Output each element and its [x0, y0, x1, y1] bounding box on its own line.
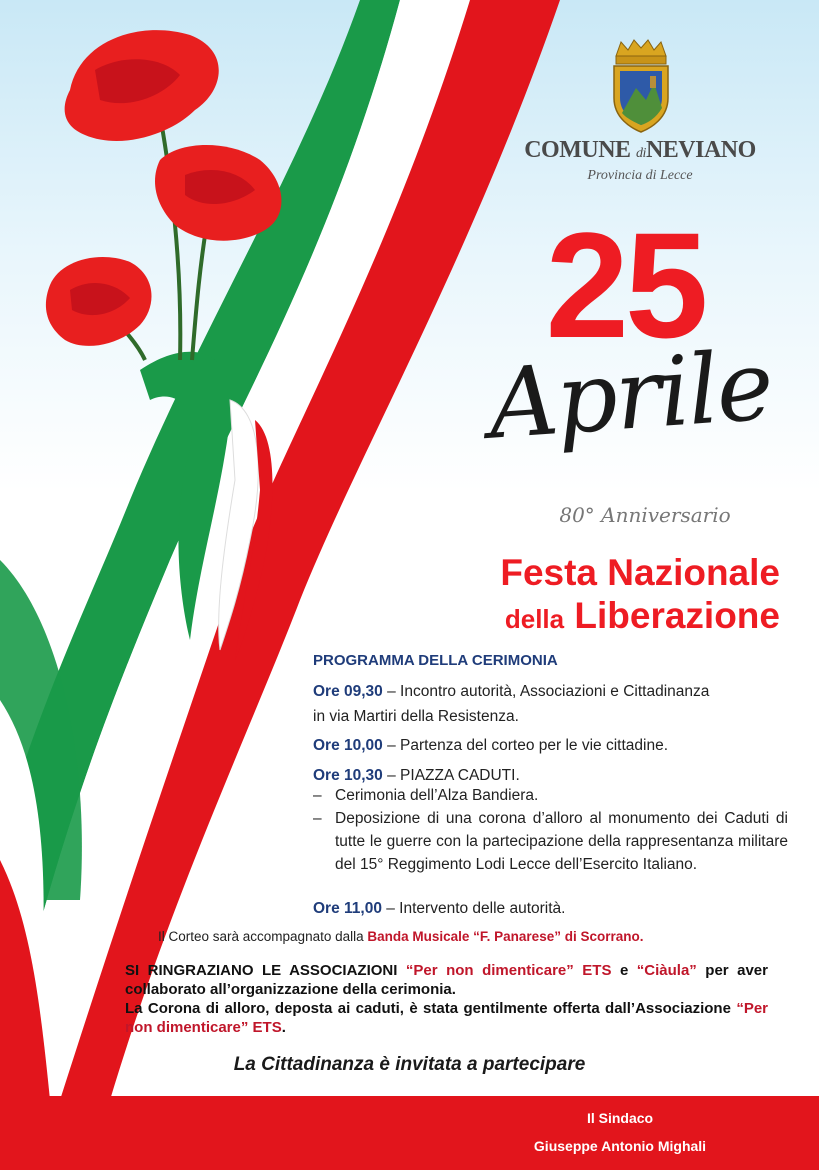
corteo-note: Il Corteo sarà accompagnato dalla Banda Musicale “F. Panarese” di Scorrano.: [158, 929, 644, 944]
programma-heading: PROGRAMMA DELLA CERIMONIA: [313, 652, 558, 669]
list-item: – Deposizione di una corona d’alloro al monumento dei Caduti di tutte le guerre con la partecipazione della rappresentanza militare del 15° Reggimento Lodi Lecce dell’Esercito Italiano.: [313, 810, 788, 873]
thanks-paragraph: SI RINGRAZIANO LE ASSOCIAZIONI “Per non dimenticare” ETS e “Ciàula” per aver collaborato all’organizzazione della cerimonia. La Corona di alloro, deposta ai caduti, è stata gentilmente offerta dall’Associazione “Per non dimenticare” ETS.: [125, 962, 768, 1036]
program-item-continuation: in via Martiri della Resistenza.: [313, 708, 519, 725]
mayor-role: Il Sindaco: [586, 1110, 654, 1126]
coat-of-arms-icon: [606, 38, 676, 134]
poppy-flower-icon: [65, 30, 219, 141]
mayor-name: Giuseppe Antonio Mighali: [533, 1138, 707, 1154]
footer-bar: [0, 1096, 819, 1170]
program-item: Ore 10,00 – Partenza del corteo per le vie cittadine.: [313, 737, 669, 754]
title-line-2: della Liberazione: [504, 595, 780, 636]
program-item: Ore 10,30 – PIAZZA CADUTI.: [313, 767, 520, 784]
date-month: Aprile: [484, 329, 775, 461]
program-item: Ore 09,30 – Incontro autorità, Associazioni e Cittadinanza: [313, 683, 710, 700]
comune-name: COMUNE diNEVIANO: [524, 137, 756, 163]
anniversary-label: 80° Anniversario: [559, 503, 731, 527]
list-item: – Cerimonia dell’Alza Bandiera.: [313, 787, 539, 804]
poppy-flower-icon: [46, 257, 152, 346]
title-line-1: Festa Nazionale: [500, 552, 780, 593]
date-day: 25: [545, 201, 705, 369]
program-item: Ore 11,00 – Intervento delle autorità.: [313, 900, 566, 917]
program-sublist: [313, 784, 788, 876]
invitation-line: La Cittadinanza è invitata a partecipare: [233, 1054, 586, 1075]
provincia-label: Provincia di Lecce: [587, 168, 693, 183]
